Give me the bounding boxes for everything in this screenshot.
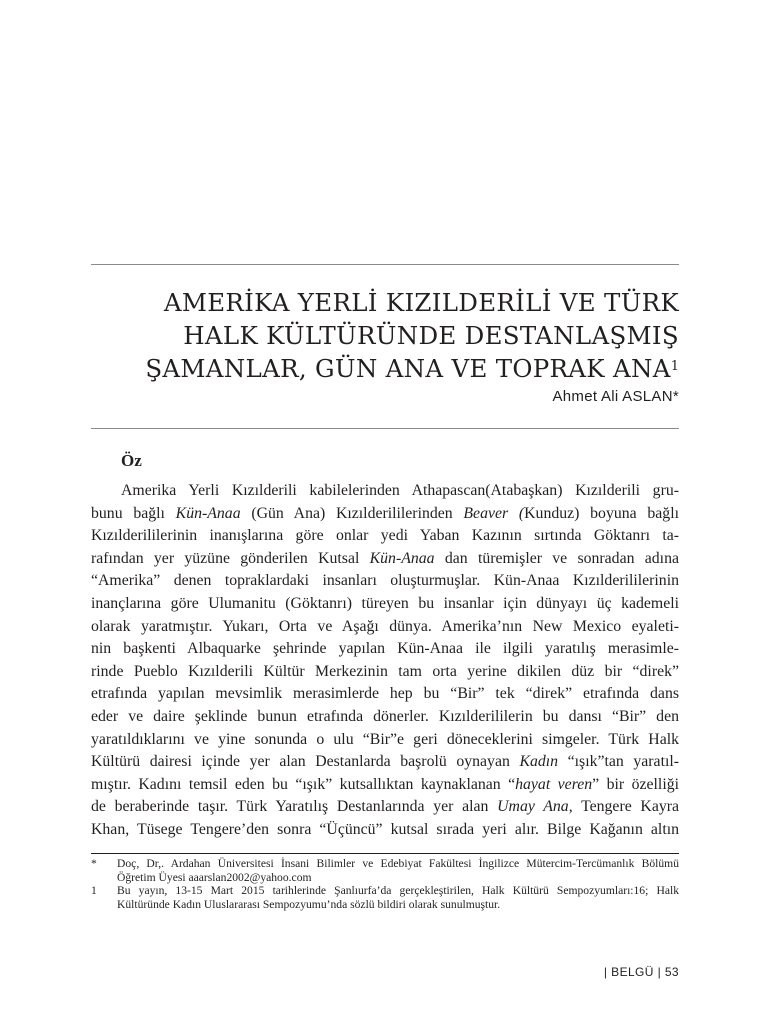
section-heading: Öz <box>121 451 142 470</box>
body-line: rafından yer yüzüne gönderilen Kutsal Kün-Anaa dan türemişler ve sonradan adına <box>91 549 679 567</box>
body-line: eder ve daire şeklinde bunun etrafında dönerler. Kızılderililerin bu dansı “Bir” den <box>91 707 679 725</box>
body-line: mıştır. Kadını temsil eden bu “ışık” kutsallıktan kaynaklanan “hayat veren” bir özelliği <box>91 775 679 793</box>
title-footnote-marker: 1 <box>670 359 679 374</box>
footnote <box>91 857 679 884</box>
footnote-marker: * <box>91 857 97 870</box>
body-line: Kültürü dairesi içinde yer alan Destanlarda başrolü oynayan Kadın “ışık”tan yaratıl- <box>91 753 679 771</box>
body-line: Kızılderililerinin inanışlarına göre onlar yedi Yaban Kazının sırtında Göktanrı ta- <box>91 527 679 545</box>
title-line-1: AMERİKA YERLİ KIZILDERİLİ VE TÜRK <box>163 288 679 317</box>
title-bottom-rule <box>91 428 679 429</box>
footnotes <box>91 857 679 912</box>
author-name: Ahmet Ali ASLAN* <box>552 388 679 405</box>
footnote-text <box>117 857 679 884</box>
body-line: “Amerika” denen topraklardaki insanları oluşturmuşlar. Kün-Anaa Kızılderililerinin <box>91 572 679 590</box>
footnote-rule <box>91 853 679 854</box>
body-line: etrafında yapılan mevsimlik merasimlerde hep bu “Bir” tek “direk” etrafında dans <box>91 685 679 703</box>
body-line: rinde Pueblo Kızılderili Kültür Merkezinin tam orta yerine dikilen düz bir “direk” <box>91 662 679 680</box>
footnote <box>91 884 679 911</box>
title-line-2: HALK KÜLTÜRÜNDE DESTANLAŞMIŞ <box>183 321 679 350</box>
abstract-body <box>91 480 679 842</box>
footnote-line: Bu yayın, 13-15 Mart 2015 tarihlerinde Şanlıurfa’da gerçekleştirilen, Halk Kültürü Sempozyumları:16; Halk <box>117 884 679 898</box>
body-line: inançlarına göre Ulumanitu (Göktanrı) türeyen bu insanlar için dünyayı üç kademeli <box>91 594 679 612</box>
body-line: Khan, Tüsege Tengere’den sonra “Üçüncü” kutsal sırada yeri alır. Bilge Kağanın altın <box>91 820 679 838</box>
footnote-line: Doç, Dr,. Ardahan Üniversitesi İnsani Bilimler ve Edebiyat Fakültesi İngilizce Mütercim-Tercümanlık Bölümü <box>117 857 679 870</box>
title-line-3-text: ŞAMANLAR, GÜN ANA VE TOPRAK ANA <box>145 354 671 383</box>
body-line: bunu bağlı Kün-Anaa (Gün Ana) Kızılderililerinden Beaver (Kunduz) boyuna bağlı <box>91 504 679 522</box>
body-line: olarak yaratmıştır. Yukarı, Orta ve Aşağı dünya. Amerika’nın New Mexico eyaleti- <box>91 617 679 635</box>
title-line-3 <box>91 352 679 385</box>
footnote-line: Öğretim Üyesi aaarslan2002@yahoo.com <box>117 870 312 884</box>
body-line: yaratıldıklarını ve yine sonunda o ulu “Bir”e geri döneceklerini simgeler. Türk Halk <box>91 730 679 748</box>
article-title <box>91 286 679 385</box>
page-footer: | BELGÜ | 53 <box>603 965 679 979</box>
footnote-line: Kültüründe Kadın Uluslararası Sempozyumu’nda sözlü bildiri olarak sunulmuştur. <box>117 898 501 912</box>
body-line: de beraberinde taşır. Türk Yaratılış Destanlarında yer alan Umay Ana, Tengere Kayra <box>91 798 679 816</box>
footnote-text <box>117 884 679 911</box>
title-top-rule <box>91 264 679 265</box>
body-line: nin başkenti Albaquarke şehrinde yapılan Kün-Anaa ile ilgili yaratılış merasimle- <box>91 640 679 658</box>
footnote-marker: 1 <box>91 884 97 898</box>
body-line: Amerika Yerli Kızılderili kabilelerinden Athapascan(Atabaşkan) Kızılderili gru- <box>121 482 679 499</box>
